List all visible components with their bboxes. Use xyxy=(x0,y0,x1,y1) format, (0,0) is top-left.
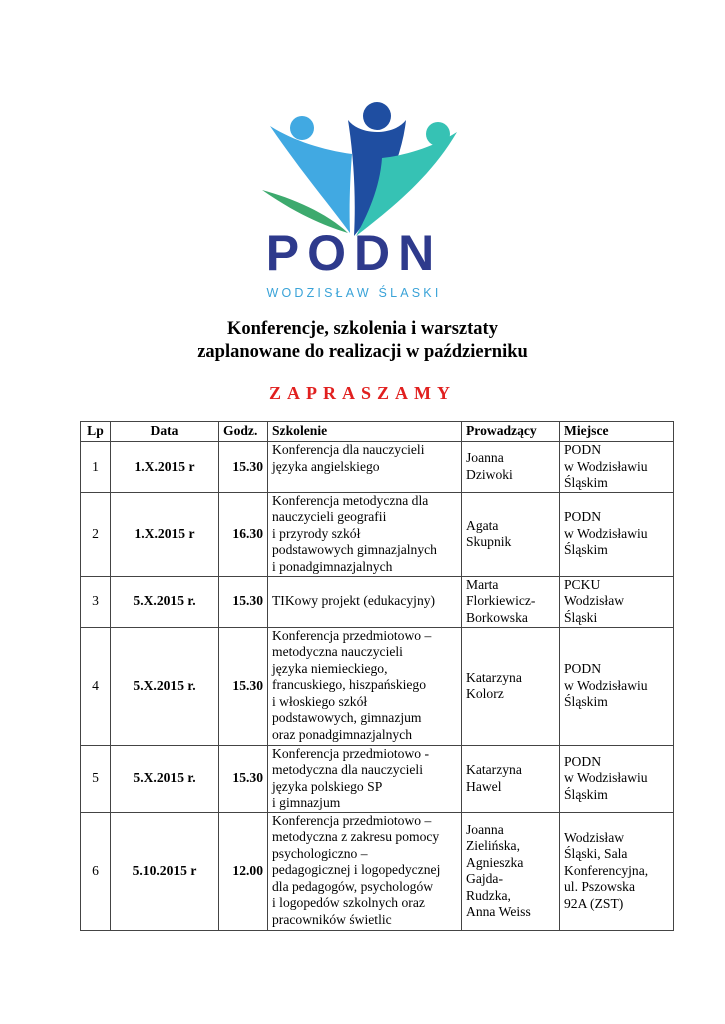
place-text: PODN w Wodzisławiu Śląskim xyxy=(564,509,648,558)
place-text: PODN w Wodzisławiu Śląskim xyxy=(564,661,648,710)
host-text: Katarzyna Kolorz xyxy=(466,669,522,701)
cell-lp: 5 xyxy=(81,745,111,812)
cell-host xyxy=(462,442,560,493)
cell-title xyxy=(268,745,462,812)
host-text: Joanna Zielińska, Agnieszka Gajda- Rudzka, Anna Weiss xyxy=(466,821,531,919)
cell-host xyxy=(462,576,560,627)
place-text: PODN w Wodzisławiu Śląskim xyxy=(564,442,648,490)
host-text: Agata Skupnik xyxy=(466,517,512,549)
cell-date: 5.10.2015 r xyxy=(111,812,219,930)
place-text: Wodzisław Śląski, Sala Konferencyjna, ul. Pszowska 92A (ZST) xyxy=(564,829,649,911)
host-text: Katarzyna Hawel xyxy=(466,762,522,794)
cell-host xyxy=(462,745,560,812)
table-row xyxy=(81,442,674,493)
header-date: Data xyxy=(111,422,219,442)
title-text: TIKowy projekt (edukacyjny) xyxy=(272,593,436,609)
people-icon xyxy=(262,102,457,236)
cell-time: 15.30 xyxy=(219,627,268,745)
page-title-line-2: zaplanowane do realizacji w październiku xyxy=(197,342,528,362)
cell-lp: 6 xyxy=(81,812,111,930)
cell-time: 12.00 xyxy=(219,812,268,930)
cell-title xyxy=(268,812,462,930)
cell-place xyxy=(560,812,674,930)
place-text: PCKU Wodzisław Śląski xyxy=(564,576,625,625)
cell-date: 1.X.2015 r xyxy=(111,442,219,493)
cell-title xyxy=(268,576,462,627)
cell-place xyxy=(560,627,674,745)
cell-title xyxy=(268,442,462,493)
cell-title xyxy=(268,627,462,745)
header-lp: Lp xyxy=(81,422,111,442)
cell-place xyxy=(560,576,674,627)
table-row xyxy=(81,745,674,812)
title-text: Konferencja przedmiotowo – metodyczna nauczycieli języka niemieckiego, francuskiego, hiszpańskiego i włoskiego szkół podstawowych, gimnazjum oraz ponadgimnazjalnych xyxy=(272,627,432,742)
cell-host xyxy=(462,492,560,576)
cell-place xyxy=(560,492,674,576)
header-place: Miejsce xyxy=(560,422,674,442)
title-text: Konferencja przedmiotowo - metodyczna dla nauczycieli języka polskiego SP i gimnazjum xyxy=(272,745,430,810)
cell-lp: 4 xyxy=(81,627,111,745)
cell-date: 5.X.2015 r. xyxy=(111,576,219,627)
cell-lp: 3 xyxy=(81,576,111,627)
title-text: Konferencja metodyczna dla nauczycieli geografii i przyrody szkół podstawowych gimnazjalnych i ponadgimnazjalnych xyxy=(272,492,437,574)
cell-title xyxy=(268,492,462,576)
cell-place xyxy=(560,442,674,493)
cell-host xyxy=(462,627,560,745)
table-row xyxy=(81,492,674,576)
podn-logo xyxy=(252,98,457,303)
title-text: Konferencja dla nauczycieli języka angielskiego xyxy=(272,442,425,474)
logo-wordmark: PODN xyxy=(265,225,443,281)
host-text: Joanna Dziwoki xyxy=(466,450,513,482)
cell-time: 15.30 xyxy=(219,442,268,493)
logo-subtitle: WODZISŁAW ŚLASKI xyxy=(266,286,442,300)
cell-time: 16.30 xyxy=(219,492,268,576)
invite-heading: ZAPRASZAMY xyxy=(268,383,456,403)
header-time: Godz. xyxy=(219,422,268,442)
cell-date: 5.X.2015 r. xyxy=(111,627,219,745)
cell-time: 15.30 xyxy=(219,576,268,627)
place-text: PODN w Wodzisławiu Śląskim xyxy=(564,753,648,802)
cell-lp: 1 xyxy=(81,442,111,493)
table-row xyxy=(81,812,674,930)
header-host: Prowadzący xyxy=(462,422,560,442)
cell-lp: 2 xyxy=(81,492,111,576)
table-header-row xyxy=(81,422,674,442)
table-row xyxy=(81,627,674,745)
cell-host xyxy=(462,812,560,930)
host-text: Marta Florkiewicz- Borkowska xyxy=(466,576,536,625)
cell-date: 5.X.2015 r. xyxy=(111,745,219,812)
title-text: Konferencja przedmiotowo – metodyczna z zakresu pomocy psychologiczno – pedagogicznej i logopedycznej dla pedagogów, psychologów i logopedów szkolnych oraz pracowników świetlic xyxy=(272,812,441,927)
cell-place xyxy=(560,745,674,812)
table-row xyxy=(81,576,674,627)
cell-time: 15.30 xyxy=(219,745,268,812)
cell-date: 1.X.2015 r xyxy=(111,492,219,576)
page-title-line-1: Konferencje, szkolenia i warsztaty xyxy=(227,319,498,339)
schedule-table xyxy=(80,421,674,931)
header-title: Szkolenie xyxy=(268,422,462,442)
